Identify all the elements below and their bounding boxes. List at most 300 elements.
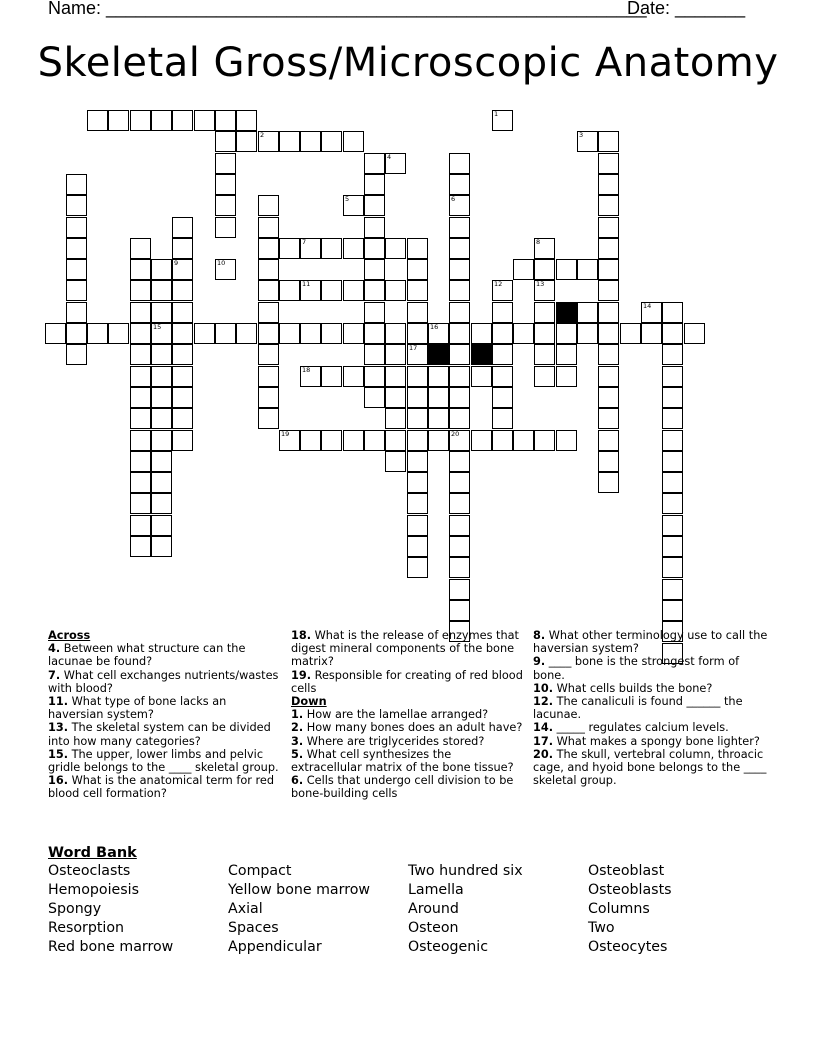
grid-cell[interactable] [343, 131, 364, 152]
grid-cell[interactable] [215, 131, 236, 152]
grid-cell[interactable] [385, 408, 406, 429]
grid-cell[interactable] [364, 259, 385, 280]
page-title: Skeletal Gross/Microscopic Anatomy [37, 40, 779, 86]
grid-cell[interactable] [598, 408, 619, 429]
grid-cell[interactable] [45, 323, 66, 344]
grid-cell[interactable] [577, 302, 598, 323]
grid-cell[interactable] [364, 280, 385, 301]
clue-text: The upper, lower limbs and pelvic gridle belongs to the ____ skeletal group. [48, 747, 279, 775]
clue-number-label: 16. [48, 774, 69, 788]
word-bank-item: Osteon [408, 920, 459, 936]
grid-cell[interactable] [364, 323, 385, 344]
grid-cell[interactable] [598, 451, 619, 472]
grid-cell[interactable] [471, 323, 492, 344]
grid-cell[interactable] [598, 280, 619, 301]
clue-text: What type of bone lacks an haversian system? [48, 695, 227, 722]
grid-cell[interactable] [364, 387, 385, 408]
grid-cell[interactable] [662, 536, 683, 557]
grid-cell[interactable] [258, 259, 279, 280]
grid-cell[interactable] [130, 430, 151, 451]
grid-cell[interactable] [172, 366, 193, 387]
grid-cell[interactable] [407, 302, 428, 323]
grid-cell[interactable] [662, 600, 683, 621]
clue-number: 11 [302, 280, 311, 288]
clue-number-label: 13. [48, 721, 69, 735]
grid-cell[interactable] [215, 174, 236, 195]
grid-cell[interactable] [66, 217, 87, 238]
word-bank-item: Yellow bone marrow [228, 882, 371, 898]
grid-cell[interactable] [534, 344, 555, 365]
grid-cell[interactable] [449, 259, 470, 280]
grid-cell[interactable] [662, 366, 683, 387]
grid-cell[interactable] [215, 195, 236, 216]
grid-cell[interactable] [577, 259, 598, 280]
grid-cell[interactable] [364, 195, 385, 216]
grid-cell[interactable] [279, 131, 300, 152]
grid-cell[interactable] [662, 302, 683, 323]
grid-cell[interactable] [258, 238, 279, 259]
grid-cell[interactable] [300, 131, 321, 152]
grid-cell[interactable] [684, 323, 705, 344]
grid-cell[interactable] [428, 430, 449, 451]
grid-cell[interactable] [407, 536, 428, 557]
grid-cell[interactable] [449, 536, 470, 557]
grid-cell[interactable] [407, 323, 428, 344]
blocked-cell [428, 344, 449, 365]
grid-cell[interactable] [236, 110, 257, 131]
grid-cell[interactable] [66, 323, 87, 344]
grid-cell[interactable] [556, 259, 577, 280]
word-bank-item: Axial [228, 901, 263, 917]
grid-cell[interactable] [449, 600, 470, 621]
name-field[interactable]: Name: ______________________________________________________ [48, 0, 647, 18]
grid-cell[interactable] [598, 217, 619, 238]
grid-cell[interactable] [449, 366, 470, 387]
grid-cell[interactable] [407, 430, 428, 451]
grid-cell[interactable] [343, 238, 364, 259]
clue-item [533, 629, 769, 655]
grid-cell[interactable] [172, 217, 193, 238]
grid-cell[interactable] [449, 217, 470, 238]
grid-cell[interactable] [556, 323, 577, 344]
grid-cell[interactable] [598, 430, 619, 451]
clue-text: What is the release of enzymes that digest mineral components of the bone matrix? [291, 629, 519, 669]
grid-cell[interactable] [151, 451, 172, 472]
date-field[interactable]: Date: _______ [627, 0, 746, 18]
grid-cell[interactable] [364, 217, 385, 238]
clue-text: Between what structure can the lacunae be found? [48, 642, 246, 669]
grid-cell[interactable] [321, 238, 342, 259]
grid-cell[interactable] [258, 323, 279, 344]
clue-text: What cell synthesizes the extracellular matrix of the bone tissue? [291, 747, 514, 775]
clue-text: What makes a spongy bone lighter? [553, 734, 760, 748]
word-bank-item: Hemopoiesis [48, 882, 139, 898]
grid-cell[interactable] [66, 344, 87, 365]
word-bank-item: Two hundred six [408, 863, 523, 879]
clue-number-label: 8. [533, 629, 546, 642]
grid-cell[interactable] [321, 131, 342, 152]
grid-cell[interactable] [407, 344, 428, 365]
grid-cell[interactable] [385, 451, 406, 472]
grid-cell[interactable] [236, 323, 257, 344]
grid-cell[interactable] [215, 153, 236, 174]
grid-cell[interactable] [194, 110, 215, 131]
grid-cell[interactable] [385, 153, 406, 174]
grid-cell[interactable] [258, 217, 279, 238]
clue-text: Where are triglycerides stored? [303, 734, 485, 748]
grid-cell[interactable] [534, 238, 555, 259]
clues-column-2 [291, 629, 523, 801]
grid-cell[interactable] [385, 238, 406, 259]
grid-cell[interactable] [172, 344, 193, 365]
grid-cell[interactable] [172, 323, 193, 344]
grid-cell[interactable] [87, 110, 108, 131]
clue-number: 18 [302, 366, 311, 374]
clue-number-label: 10. [533, 681, 554, 695]
grid-cell[interactable] [662, 557, 683, 578]
grid-cell[interactable] [151, 408, 172, 429]
grid-cell[interactable] [172, 110, 193, 131]
grid-cell[interactable] [407, 557, 428, 578]
grid-cell[interactable] [215, 217, 236, 238]
grid-cell[interactable] [662, 579, 683, 600]
grid-cell[interactable] [258, 366, 279, 387]
clue-number-label: 12. [533, 695, 554, 709]
clue-number: 20 [451, 430, 460, 438]
grid-cell[interactable] [598, 387, 619, 408]
grid-cell[interactable] [279, 280, 300, 301]
grid-cell[interactable] [364, 174, 385, 195]
grid-cell[interactable] [300, 366, 321, 387]
clue-text: What cells builds the bone? [553, 681, 713, 695]
grid-cell[interactable] [130, 238, 151, 259]
down-heading: Down [291, 695, 327, 709]
grid-cell[interactable] [407, 451, 428, 472]
grid-cell[interactable] [172, 302, 193, 323]
grid-cell[interactable] [151, 472, 172, 493]
word-bank-item: Columns [588, 901, 650, 917]
clue-number-label: 5. [291, 747, 304, 761]
grid-cell[interactable] [428, 387, 449, 408]
grid-cell[interactable] [577, 131, 598, 152]
grid-cell[interactable] [662, 408, 683, 429]
grid-cell[interactable] [449, 579, 470, 600]
grid-cell[interactable] [321, 366, 342, 387]
clue-item [48, 721, 280, 747]
grid-cell[interactable] [151, 515, 172, 536]
grid-cell[interactable] [407, 515, 428, 536]
grid-cell[interactable] [130, 493, 151, 514]
word-bank-item: Compact [228, 863, 292, 879]
grid-cell[interactable] [151, 387, 172, 408]
word-bank-item: Resorption [48, 920, 125, 936]
grid-cell[interactable] [300, 238, 321, 259]
clue-number: 13 [536, 280, 545, 288]
grid-cell[interactable] [449, 387, 470, 408]
grid-cell[interactable] [172, 408, 193, 429]
grid-cell[interactable] [598, 323, 619, 344]
grid-cell[interactable] [300, 280, 321, 301]
grid-cell[interactable] [130, 451, 151, 472]
grid-cell[interactable] [513, 259, 534, 280]
grid-cell[interactable] [130, 302, 151, 323]
grid-cell[interactable] [321, 430, 342, 451]
grid-cell[interactable] [534, 259, 555, 280]
clue-item [533, 735, 769, 748]
grid-cell[interactable] [130, 280, 151, 301]
grid-cell[interactable] [598, 366, 619, 387]
grid-cell[interactable] [662, 451, 683, 472]
grid-cell[interactable] [449, 174, 470, 195]
grid-cell[interactable] [364, 366, 385, 387]
grid-cell[interactable] [364, 153, 385, 174]
grid-cell[interactable] [343, 430, 364, 451]
grid-cell[interactable] [300, 323, 321, 344]
grid-cell[interactable] [598, 259, 619, 280]
clue-item [291, 735, 523, 748]
grid-cell[interactable] [492, 110, 513, 131]
grid-cell[interactable] [556, 344, 577, 365]
grid-cell[interactable] [598, 238, 619, 259]
clue-number: 2 [260, 131, 265, 139]
grid-cell[interactable] [343, 323, 364, 344]
grid-cell[interactable] [87, 323, 108, 344]
grid-cell[interactable] [151, 110, 172, 131]
grid-cell[interactable] [66, 238, 87, 259]
grid-cell[interactable] [662, 387, 683, 408]
grid-cell[interactable] [343, 366, 364, 387]
grid-cell[interactable] [449, 238, 470, 259]
grid-cell[interactable] [385, 280, 406, 301]
grid-cell[interactable] [258, 408, 279, 429]
grid-cell[interactable] [321, 280, 342, 301]
grid-cell[interactable] [407, 280, 428, 301]
grid-cell[interactable] [449, 195, 470, 216]
grid-cell[interactable] [449, 515, 470, 536]
clue-number: 3 [579, 131, 584, 139]
clue-number-label: 1. [291, 708, 304, 722]
grid-cell[interactable] [662, 515, 683, 536]
grid-cell[interactable] [641, 323, 662, 344]
grid-cell[interactable] [662, 430, 683, 451]
grid-cell[interactable] [385, 344, 406, 365]
grid-cell[interactable] [662, 323, 683, 344]
grid-cell[interactable] [641, 302, 662, 323]
grid-cell[interactable] [407, 366, 428, 387]
grid-cell[interactable] [534, 430, 555, 451]
grid-cell[interactable] [343, 195, 364, 216]
grid-cell[interactable] [407, 387, 428, 408]
grid-cell[interactable] [492, 430, 513, 451]
grid-cell[interactable] [172, 259, 193, 280]
grid-cell[interactable] [449, 153, 470, 174]
grid-cell[interactable] [407, 493, 428, 514]
grid-cell[interactable] [66, 302, 87, 323]
grid-cell[interactable] [428, 366, 449, 387]
grid-cell[interactable] [258, 302, 279, 323]
grid-cell[interactable] [300, 430, 321, 451]
grid-cell[interactable] [385, 387, 406, 408]
grid-cell[interactable] [449, 344, 470, 365]
grid-cell[interactable] [385, 430, 406, 451]
grid-cell[interactable] [66, 259, 87, 280]
grid-cell[interactable] [172, 387, 193, 408]
clue-item [291, 748, 523, 774]
grid-cell[interactable] [321, 323, 342, 344]
clue-item [291, 629, 523, 669]
grid-cell[interactable] [215, 323, 236, 344]
grid-cell[interactable] [151, 302, 172, 323]
grid-cell[interactable] [66, 174, 87, 195]
grid-cell[interactable] [492, 344, 513, 365]
grid-cell[interactable] [151, 323, 172, 344]
grid-cell[interactable] [108, 110, 129, 131]
grid-cell[interactable] [194, 323, 215, 344]
word-bank-title: Word Bank [48, 845, 137, 861]
grid-cell[interactable] [151, 280, 172, 301]
grid-cell[interactable] [130, 259, 151, 280]
word-bank [48, 862, 788, 957]
grid-cell[interactable] [407, 408, 428, 429]
clue-number: 5 [345, 195, 350, 203]
grid-cell[interactable] [428, 323, 449, 344]
grid-cell[interactable] [130, 387, 151, 408]
grid-cell[interactable] [258, 387, 279, 408]
grid-cell[interactable] [279, 238, 300, 259]
grid-cell[interactable] [471, 366, 492, 387]
grid-cell[interactable] [364, 344, 385, 365]
grid-cell[interactable] [151, 366, 172, 387]
grid-cell[interactable] [385, 323, 406, 344]
clue-item [48, 642, 280, 668]
grid-cell[interactable] [449, 493, 470, 514]
grid-cell[interactable] [556, 366, 577, 387]
grid-cell[interactable] [407, 238, 428, 259]
grid-cell[interactable] [513, 430, 534, 451]
word-bank-item: Osteoclasts [48, 863, 131, 879]
grid-cell[interactable] [449, 451, 470, 472]
clue-number: 17 [409, 344, 418, 352]
grid-cell[interactable] [492, 280, 513, 301]
grid-cell[interactable] [662, 344, 683, 365]
grid-cell[interactable] [492, 408, 513, 429]
grid-cell[interactable] [343, 280, 364, 301]
grid-cell[interactable] [620, 323, 641, 344]
grid-cell[interactable] [662, 493, 683, 514]
word-bank-item: Osteoblasts [588, 882, 672, 898]
grid-cell[interactable] [471, 430, 492, 451]
grid-cell[interactable] [598, 195, 619, 216]
clue-item [533, 695, 769, 721]
clue-number-label: 9. [533, 655, 546, 669]
grid-cell[interactable] [364, 430, 385, 451]
grid-cell[interactable] [130, 323, 151, 344]
grid-cell[interactable] [130, 536, 151, 557]
grid-cell[interactable] [449, 557, 470, 578]
grid-cell[interactable] [108, 323, 129, 344]
clue-text: Responsible for creating of red blood cells [291, 668, 523, 695]
grid-cell[interactable] [492, 366, 513, 387]
grid-cell[interactable] [534, 366, 555, 387]
grid-cell[interactable] [130, 408, 151, 429]
grid-cell[interactable] [364, 302, 385, 323]
grid-cell[interactable] [449, 430, 470, 451]
word-bank-item: Spaces [228, 920, 279, 936]
grid-cell[interactable] [577, 323, 598, 344]
clue-text: The canaliculi is found ______ the lacunae. [533, 695, 743, 722]
grid-cell[interactable] [66, 195, 87, 216]
grid-cell[interactable] [598, 131, 619, 152]
grid-cell[interactable] [151, 259, 172, 280]
grid-cell[interactable] [556, 430, 577, 451]
grid-cell[interactable] [130, 472, 151, 493]
grid-cell[interactable] [151, 344, 172, 365]
grid-cell[interactable] [172, 430, 193, 451]
grid-cell[interactable] [66, 280, 87, 301]
grid-cell[interactable] [513, 323, 534, 344]
grid-cell[interactable] [534, 323, 555, 344]
grid-cell[interactable] [151, 493, 172, 514]
grid-cell[interactable] [598, 174, 619, 195]
grid-cell[interactable] [385, 366, 406, 387]
grid-cell[interactable] [449, 472, 470, 493]
grid-cell[interactable] [449, 280, 470, 301]
grid-cell[interactable] [598, 302, 619, 323]
grid-cell[interactable] [279, 430, 300, 451]
grid-cell[interactable] [258, 280, 279, 301]
grid-cell[interactable] [258, 344, 279, 365]
grid-cell[interactable] [449, 323, 470, 344]
grid-cell[interactable] [130, 344, 151, 365]
grid-cell[interactable] [428, 408, 449, 429]
clue-text: What other terminology use to call the haversian system? [533, 629, 768, 656]
grid-cell[interactable] [598, 472, 619, 493]
grid-cell[interactable] [662, 472, 683, 493]
grid-cell[interactable] [407, 472, 428, 493]
grid-cell[interactable] [598, 153, 619, 174]
grid-cell[interactable] [130, 366, 151, 387]
grid-cell[interactable] [172, 238, 193, 259]
grid-cell[interactable] [364, 238, 385, 259]
grid-cell[interactable] [492, 323, 513, 344]
clue-number-label: 20. [533, 747, 554, 761]
grid-cell[interactable] [151, 430, 172, 451]
clue-item [291, 669, 523, 695]
grid-cell[interactable] [215, 110, 236, 131]
clue-text: How are the lamellae arranged? [303, 708, 489, 722]
grid-cell[interactable] [407, 259, 428, 280]
grid-cell[interactable] [258, 131, 279, 152]
grid-cell[interactable] [172, 280, 193, 301]
word-bank-item: Osteogenic [408, 939, 488, 955]
grid-cell[interactable] [598, 344, 619, 365]
grid-cell[interactable] [492, 302, 513, 323]
clue-number-label: 4. [48, 642, 61, 656]
grid-cell[interactable] [151, 536, 172, 557]
grid-cell[interactable] [236, 131, 257, 152]
grid-cell[interactable] [449, 302, 470, 323]
grid-cell[interactable] [492, 387, 513, 408]
grid-cell[interactable] [534, 280, 555, 301]
clue-text: What cell exchanges nutrients/wastes with blood? [48, 668, 279, 695]
grid-cell[interactable] [279, 323, 300, 344]
grid-cell[interactable] [215, 259, 236, 280]
grid-cell[interactable] [130, 515, 151, 536]
grid-cell[interactable] [449, 408, 470, 429]
grid-cell[interactable] [534, 302, 555, 323]
grid-cell[interactable] [258, 195, 279, 216]
grid-cell[interactable] [130, 110, 151, 131]
